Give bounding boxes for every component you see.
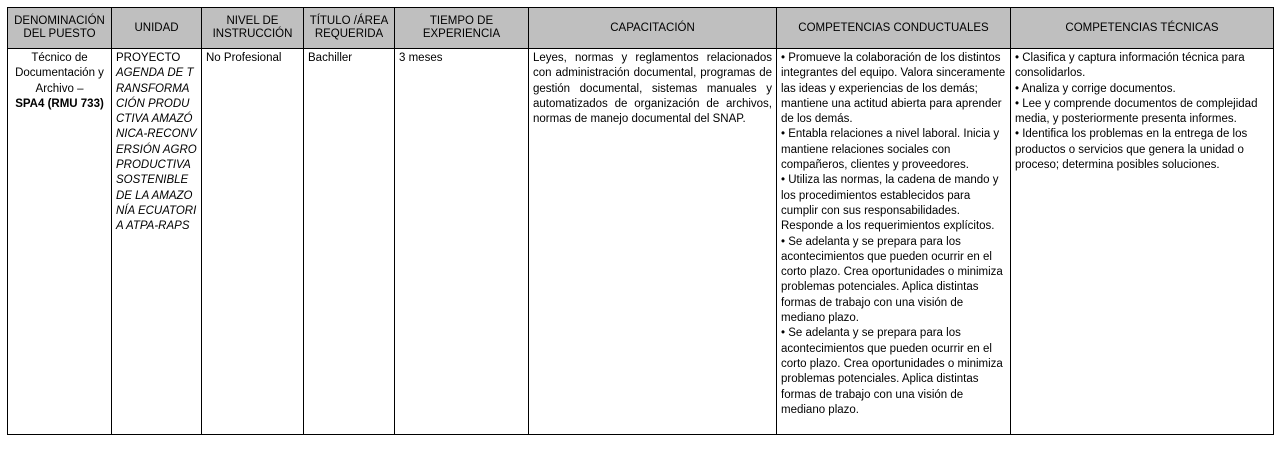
conductual-item: • Promueve la colaboración de los distintos integrantes del equipo. Valora sinceramente las ideas y experiencias de los demás; mantiene una actitud abierta para aprender de los demás. (781, 52, 1006, 126)
cell-capacitacion: Leyes, normas y reglamentos relacionados con administración documental, programas de gestión documental, sistemas manuales y automatizados de organización de archivos, normas de manejo documental del SNAP. (529, 49, 777, 435)
header-conductuales: COMPETENCIAS CONDUCTUALES (777, 8, 1011, 49)
header-capacitacion: CAPACITACIÓN (529, 8, 777, 49)
tecnica-item: • Lee y comprende documentos de complejidad media, y posteriormente presenta informes. (1015, 97, 1258, 126)
header-tecnicas: COMPETENCIAS TÉCNICAS (1011, 8, 1274, 49)
conductual-item: • Utiliza las normas, la cadena de mando y los procedimientos establecidos para cumplir con sus responsabilidades. Responde a los requerimientos explícitos. (781, 174, 999, 233)
cell-conductuales (777, 49, 1011, 435)
tecnica-item: • Analiza y corrige documentos. (1015, 82, 1176, 95)
cell-tecnicas (1011, 49, 1274, 435)
header-tiempo: TIEMPO DE EXPERIENCIA (395, 8, 529, 49)
cell-tiempo: 3 meses (395, 49, 529, 435)
job-profile-table (7, 7, 1274, 435)
unidad-name: AGENDA DE TRANSFORMACIÓN PRODUCTIVA AMAZÓNICA-RECONVERSIÓN AGROPRODUCTIVA SOSTENIBLE DE LA AMAZONÍA ECUATORIA ATPA-RAPS (116, 67, 197, 233)
header-puesto: DENOMINACIÓN DEL PUESTO (8, 8, 112, 49)
cell-unidad (112, 49, 202, 435)
header-nivel: NIVEL DE INSTRUCCIÓN (202, 8, 304, 49)
cell-titulo: Bachiller (304, 49, 395, 435)
unidad-label: PROYECTO (116, 52, 181, 64)
conductual-item: • Entabla relaciones a nivel laboral. Inicia y mantiene relaciones sociales con compañeros, clientes y proveedores. (781, 128, 1000, 172)
conductual-item: • Se adelanta y se prepara para los acontecimientos que pueden ocurrir en el corto plazo. Crea oportunidades o minimiza problemas potenciales. Aplica distintas formas de trabajo con una visión de mediano plazo. (781, 235, 1003, 325)
table-row (8, 49, 1274, 435)
tecnica-item: • Clasifica y captura información técnica para consolidarlos. (1015, 52, 1245, 80)
cell-nivel: No Profesional (202, 49, 304, 435)
cell-puesto (8, 49, 112, 435)
puesto-code: SPA4 (RMU 733) (15, 97, 104, 110)
header-titulo: TÍTULO /ÁREA REQUERIDA (304, 8, 395, 49)
tecnica-item: • Identifica los problemas en la entrega de los productos o servicios que genera la unidad o proceso; determina posibles soluciones. (1015, 128, 1248, 172)
conductual-item: • Se adelanta y se prepara para los acontecimientos que pueden ocurrir en el corto plazo. Crea oportunidades o minimiza problemas potenciales. Aplica distintas formas de trabajo con una visión de mediano plazo. (781, 327, 1003, 416)
header-row (8, 8, 1274, 49)
puesto-name: Técnico de Documentación y Archivo – (15, 52, 104, 95)
header-unidad: UNIDAD (112, 8, 202, 49)
